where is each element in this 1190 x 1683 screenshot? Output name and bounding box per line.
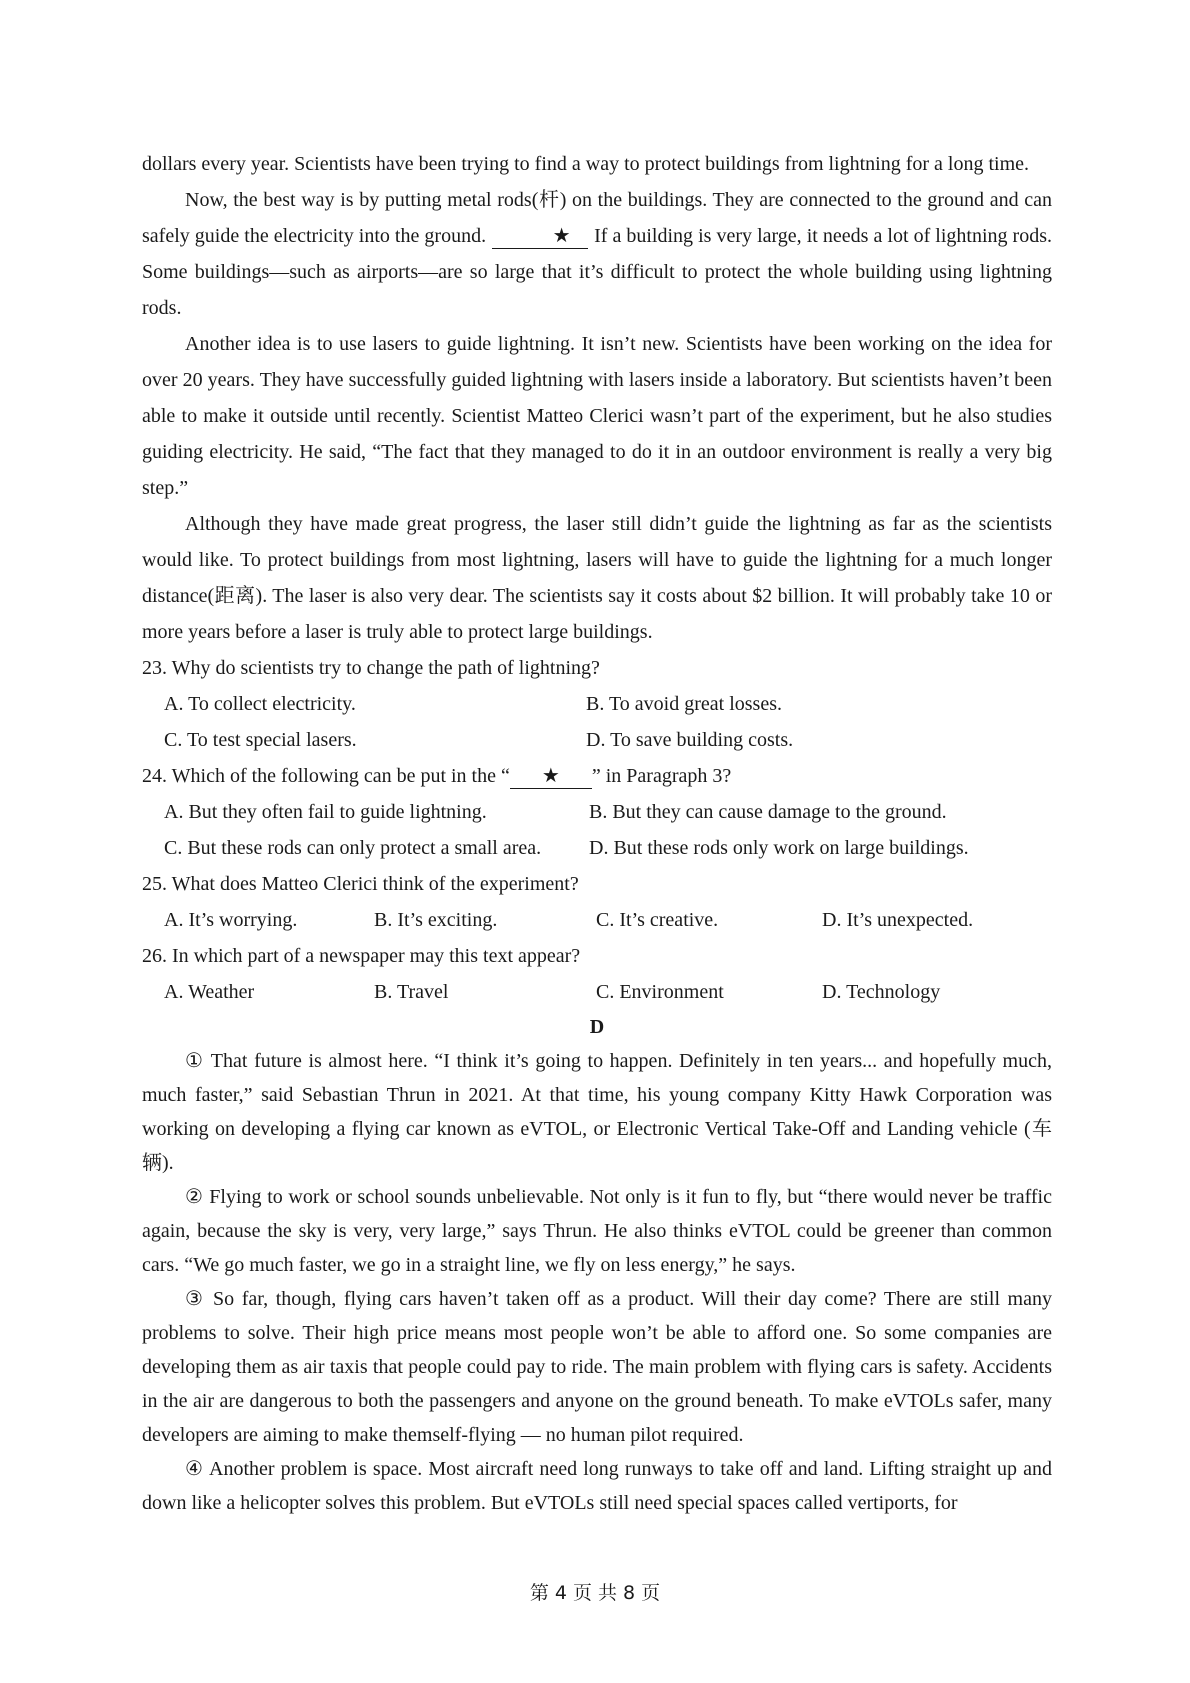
question-26-options — [142, 974, 1052, 1010]
star-blank: ★ — [492, 224, 588, 249]
passage-c-paragraph-1: dollars every year. Scientists have been trying to find a way to protect buildings from lightning for a long time. — [142, 153, 1030, 175]
option-a: A. It’s worrying. — [164, 909, 298, 931]
question-25-stem: 25. What does Matteo Clerici think of the experiment? — [142, 873, 579, 895]
option-d: D. To save building costs. — [586, 729, 794, 751]
option-d: D. Technology — [822, 981, 941, 1003]
passage-c-paragraph-2 — [142, 182, 1052, 326]
question-25-options — [142, 902, 1052, 938]
option-c: C. But these rods can only protect a small area. — [164, 837, 542, 859]
question-23-stem: 23. Why do scientists try to change the path of lightning? — [142, 657, 600, 679]
option-b: B. It’s exciting. — [374, 909, 498, 931]
option-c: C. It’s creative. — [596, 909, 719, 931]
option-d: D. It’s unexpected. — [822, 909, 974, 931]
exam-page — [142, 146, 1052, 1520]
option-c: C. Environment — [596, 981, 724, 1003]
passage-d-paragraph-4: ④ Another problem is space. Most aircraft need long runways to take off and land. Lifting straight up and down like a helicopter solves this problem. But eVTOLs still need special spaces called vertiports, for — [142, 1458, 1052, 1514]
section-title: D — [589, 1016, 605, 1038]
question-24-options — [142, 794, 1052, 866]
paragraph-2-text-before: Now, the best way is by putting metal rods(杆) on the buildings. They are connected to the ground and can safely guide the electricity into the ground. — [142, 189, 1052, 247]
page-number-footer: 第 4 页 共 8 页 — [529, 1582, 661, 1604]
passage-d-paragraph-3: ③ So far, though, flying cars haven’t taken off as a product. Will their day come? There are still many problems to solve. Their high price means most people won’t be able to afford one. So some companies are developing them as air taxis that people could pay to ride. The main problem with flying cars is safety. Accidents in the air are dangerous to both the passengers and anyone on the ground beneath. To make eVTOLs safer, many developers are aiming to make themself-flying — no human pilot required. — [142, 1288, 1052, 1446]
option-a: A. To collect electricity. — [164, 693, 356, 715]
option-c: C. To test special lasers. — [164, 729, 357, 751]
option-b: B. To avoid great losses. — [586, 693, 782, 715]
option-a: A. Weather — [164, 981, 255, 1003]
option-b: B. But they can cause damage to the ground. — [589, 801, 947, 823]
paragraph-2-text-after: If a building is very large, it needs a lot of lightning rods. Some buildings—such as airports—are so large that it’s difficult to protect the whole building using lightning rods. — [142, 225, 1052, 319]
question-23-options — [142, 686, 1052, 758]
passage-d — [142, 1010, 1052, 1520]
passage-d-paragraph-2: ② Flying to work or school sounds unbelievable. Not only is it fun to fly, but “there would never be traffic again, because the sky is very, very large,” says Thrun. He also thinks eVTOL could be greener than common cars. “We go much faster, we go in a straight line, we fly on less energy,” he says. — [142, 1186, 1052, 1276]
passage-c-paragraph-4: Although they have made great progress, the laser still didn’t guide the lightning as far as the scientists would like. To protect buildings from most lightning, lasers will have to guide the lightning for a much longer distance(距离). The laser is also very dear. The scientists say it costs about $2 billion. It will probably take 10 or more years before a laser is truly able to protect large buildings. — [142, 513, 1052, 643]
option-d: D. But these rods only work on large buildings. — [589, 837, 969, 859]
passage-d-paragraph-1: ① That future is almost here. “I think it’s going to happen. Definitely in ten years... and hopefully much, much faster,” said Sebastian Thrun in 2021. At that time, his young company Kitty Hawk Corporation was working on developing a flying car known as eVTOL, or Electronic Vertical Take-Off and Landing vehicle (车辆). — [142, 1050, 1052, 1174]
option-a: A. But they often fail to guide lightning. — [164, 801, 487, 823]
star-blank: ★ — [510, 764, 592, 789]
option-b: B. Travel — [374, 981, 449, 1003]
question-26-stem: 26. In which part of a newspaper may this text appear? — [142, 945, 581, 967]
question-24-stem — [142, 758, 1052, 794]
question-24-text-before: 24. Which of the following can be put in the “ — [142, 765, 510, 787]
passage-c-paragraph-3: Another idea is to use lasers to guide lightning. It isn’t new. Scientists have been working on the idea for over 20 years. They have successfully guided lightning with lasers inside a laboratory. But scientists haven’t been able to make it outside until recently. Scientist Matteo Clerici wasn’t part of the experiment, but he also studies guiding electricity. He said, “The fact that they managed to do it in an outdoor environment is really a very big step.” — [142, 333, 1052, 499]
question-24-text-after: ” in Paragraph 3? — [591, 765, 732, 787]
